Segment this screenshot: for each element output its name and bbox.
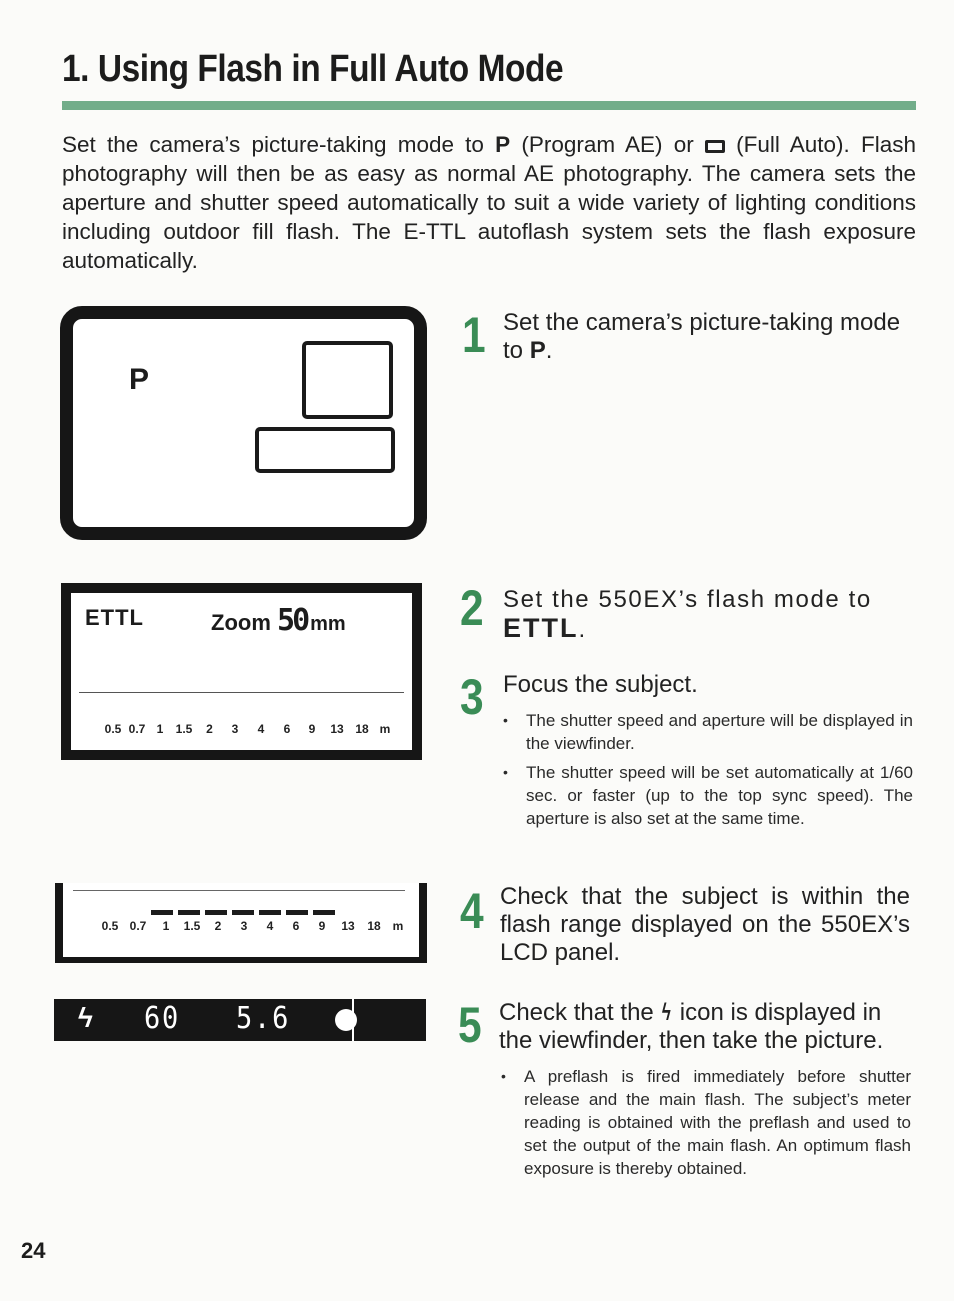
range-segment (178, 910, 200, 915)
scale-tick-label: 6 (283, 722, 291, 736)
step-1-number: 1 (462, 307, 486, 363)
range-segment (313, 910, 335, 915)
scale-tick-label: 2 (206, 722, 213, 736)
bullet-item: • The shutter speed will be set automatically at 1/60 sec. or faster (up to the top sync speed). The aperture is also set at the same time. (503, 761, 913, 830)
step-2-number: 2 (460, 580, 484, 636)
camera-lcd-diagram (60, 306, 427, 540)
scale-tick-label: 2 (214, 919, 222, 933)
range-segment (151, 910, 173, 915)
step-3-number: 3 (460, 669, 484, 725)
intro-paragraph: Set the camera’s picture-taking mode to P (Program AE) or (Full Auto). Flash photography will then be as easy as normal AE photography. The camera sets the aperture and shutter speed automatically to suit a wide variety of lighting conditions including outdoor fill flash. The E-TTL autoflash system sets the flash exposure automatically. (62, 132, 917, 273)
scale-tick-label: m (379, 722, 391, 736)
zoom-display (211, 603, 346, 638)
scale-tick-label: 18 (367, 919, 381, 933)
camera-lcd-box-upper (302, 341, 393, 419)
scale-tick-label: 3 (231, 722, 239, 736)
scale-tick-label: 0.5 (101, 919, 119, 933)
flash-lcd-divider (79, 692, 404, 693)
focus-confirmation-dot (335, 1009, 357, 1031)
range-segment (232, 910, 254, 915)
step-3-text: Focus the subject. (503, 671, 698, 698)
zoom-unit: mm (310, 613, 346, 635)
zoom-label: Zoom (211, 610, 271, 635)
flash-mode-label: ETTL (85, 605, 144, 630)
range-segment (205, 910, 227, 915)
scale-tick-label: 13 (330, 722, 344, 736)
scale-tick-label: m (392, 919, 404, 933)
zoom-value: 50 (277, 603, 308, 638)
camera-lcd-box-lower (255, 427, 395, 473)
flash-icon: ϟ (662, 999, 672, 1026)
page-title: 1. Using Flash in Full Auto Mode (62, 48, 564, 90)
bullet-item: • The shutter speed and aperture will be displayed in the viewfinder. (503, 709, 913, 755)
step-4-number: 4 (460, 883, 484, 939)
step-3-bullets (503, 709, 913, 836)
scale-tick-label: 4 (257, 722, 265, 736)
scale-tick-label: 0.7 (128, 722, 146, 736)
step-5-text: Check that the ϟ icon is displayed in the viewfinder, then take the picture. (499, 999, 884, 1054)
step-2-text: Set the 550EX’s flash mode to ETTL. (503, 586, 872, 643)
scale-tick-label: 1.5 (183, 919, 201, 933)
scale-tick-label: 9 (318, 919, 326, 933)
flash-lcd-diagram (61, 583, 422, 760)
range-segment (259, 910, 281, 915)
scale-tick-label: 1 (162, 919, 170, 933)
bullet-item: • A preflash is fired immediately before shutter release and the main flash. The subject’s meter reading is obtained with the preflash and used to set the output of the main flash. An optimum flash exposure is thereby obtained. (501, 1065, 911, 1180)
range-segment (286, 910, 308, 915)
camera-mode-label: P (129, 363, 150, 396)
scale-tick-label: 1 (156, 722, 164, 736)
scale-tick-label: 0.5 (104, 722, 122, 736)
scale-tick-label: 0.7 (129, 919, 147, 933)
scale-tick-label: 1.5 (175, 722, 193, 736)
page-number: 24 (21, 1238, 46, 1263)
distance-scale (101, 722, 396, 736)
title-underline (62, 101, 916, 110)
range-divider (73, 890, 405, 891)
flash-icon: ϟ (78, 1002, 93, 1033)
range-distance-scale (97, 919, 409, 933)
viewfinder-display (54, 999, 426, 1041)
full-auto-rectangle-icon (705, 140, 725, 153)
step-5-number: 5 (458, 997, 482, 1053)
scale-tick-label: 9 (308, 722, 316, 736)
scale-tick-label: 6 (292, 919, 300, 933)
range-bar-diagram (55, 883, 427, 963)
step-5-bullets (501, 1065, 911, 1186)
scale-tick-label: 3 (240, 919, 248, 933)
scale-tick-label: 18 (355, 722, 369, 736)
scale-tick-label: 13 (341, 919, 355, 933)
aperture-value: 5.6 (236, 1001, 291, 1036)
step-1-text: Set the camera’s picture-taking mode to P. (503, 309, 901, 364)
shutter-speed-value: 60 (144, 1001, 181, 1036)
step-4-text: Check that the subject is within the flash range displayed on the 550EX’s LCD panel. (500, 883, 910, 966)
scale-tick-label: 4 (266, 919, 274, 933)
